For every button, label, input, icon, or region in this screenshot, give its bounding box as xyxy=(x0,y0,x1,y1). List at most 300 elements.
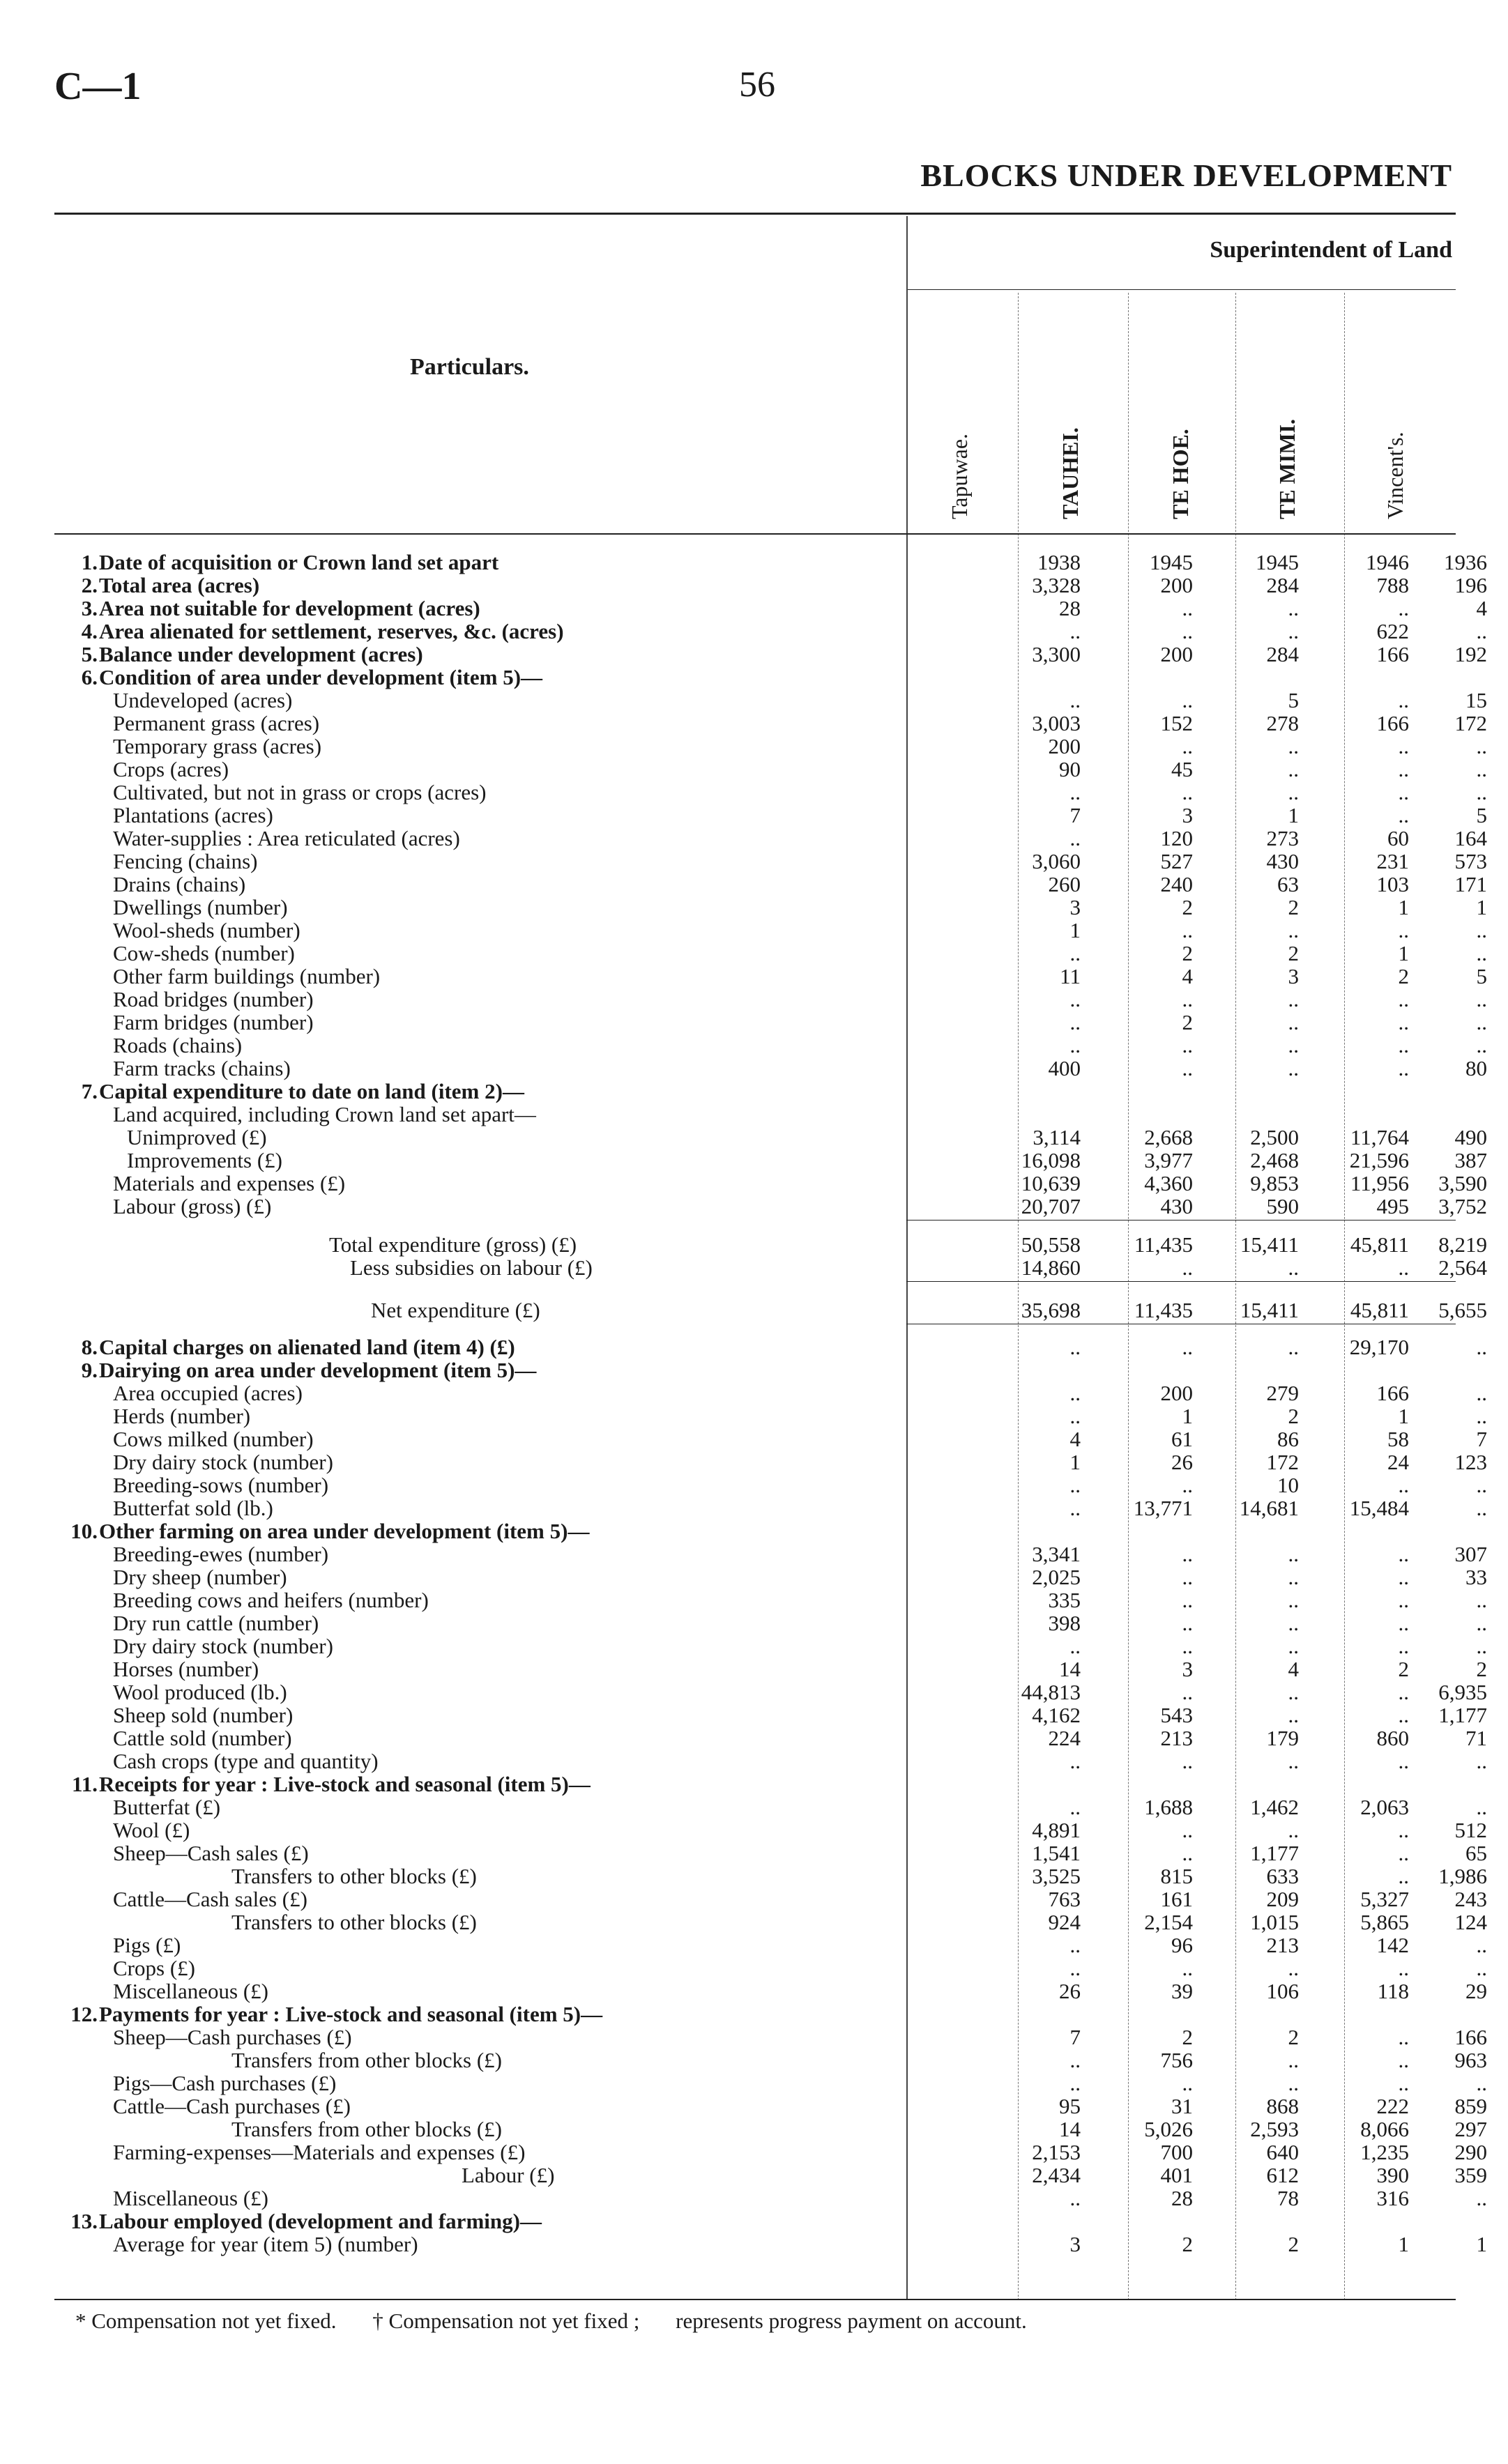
column-header: Tapuwae. xyxy=(947,433,972,519)
table-row xyxy=(54,1255,1487,1280)
cell-value: .. xyxy=(1288,1335,1299,1359)
cell-value: 3,341 xyxy=(1032,1542,1081,1566)
cell-value: 4,360 xyxy=(1144,1171,1193,1195)
table-row xyxy=(54,642,1487,666)
cell-value: 3,328 xyxy=(1032,573,1081,597)
cell-value: 103 xyxy=(1376,872,1409,896)
cell-value: 5,327 xyxy=(1360,1887,1409,1911)
cell-value: .. xyxy=(1476,2071,1487,2095)
cell-value: 164 xyxy=(1454,826,1487,850)
cell-value: 166 xyxy=(1376,642,1409,666)
cell-value: .. xyxy=(1288,1588,1299,1612)
cell-value: 2 xyxy=(1182,941,1193,965)
cell-value: 172 xyxy=(1454,711,1487,735)
cell-value: .. xyxy=(1069,780,1081,804)
cell-value: 240 xyxy=(1160,872,1193,896)
table-row xyxy=(54,1726,1487,1750)
cell-value: .. xyxy=(1288,619,1299,643)
row-number: 5. xyxy=(81,642,98,666)
cell-value: .. xyxy=(1398,780,1409,804)
cell-value: 58 xyxy=(1387,1427,1409,1451)
cell-value: 171 xyxy=(1454,872,1487,896)
row-label: Condition of area under development (item 5)— xyxy=(99,665,543,689)
cell-value: 192 xyxy=(1454,642,1487,666)
row-label: Payments for year : Live-stock and seasonal (item 5)— xyxy=(99,2002,603,2026)
row-label: Capital expenditure to date on land (item 2)— xyxy=(99,1079,524,1103)
cell-value: 1945 xyxy=(1256,550,1299,574)
cell-value: 1,177 xyxy=(1250,1841,1299,1865)
cell-value: 20,707 xyxy=(1021,1194,1081,1218)
cell-value: .. xyxy=(1182,1956,1193,1980)
cell-value: 2 xyxy=(1182,1010,1193,1034)
table-row xyxy=(54,1010,1487,1034)
row-label: Area not suitable for development (acres) xyxy=(99,596,480,620)
cell-value: 3,114 xyxy=(1033,1125,1081,1149)
cell-value: .. xyxy=(1398,1680,1409,1704)
cell-value: 3,003 xyxy=(1032,711,1081,735)
table-row xyxy=(54,1841,1487,1865)
cell-value: .. xyxy=(1069,1381,1081,1405)
cell-value: .. xyxy=(1182,1634,1193,1658)
cell-value: .. xyxy=(1398,596,1409,620)
cell-value: 430 xyxy=(1266,849,1299,873)
cell-value: .. xyxy=(1476,1611,1487,1635)
cell-value: .. xyxy=(1288,1703,1299,1727)
row-label: Unimproved (£) xyxy=(127,1125,267,1149)
cell-value: 200 xyxy=(1160,1381,1193,1405)
cell-value: 763 xyxy=(1048,1887,1081,1911)
cell-value: 14 xyxy=(1059,2117,1081,2141)
cell-value: .. xyxy=(1476,1381,1487,1405)
cell-value: 16,098 xyxy=(1021,1148,1081,1172)
table-row xyxy=(54,2003,1456,2026)
cell-value: .. xyxy=(1476,987,1487,1011)
cell-value: 284 xyxy=(1266,642,1299,666)
cell-value: 86 xyxy=(1277,1427,1299,1451)
row-label: Less subsidies on labour (£) xyxy=(350,1255,593,1280)
cell-value: 8,219 xyxy=(1438,1232,1487,1257)
cell-value: 26 xyxy=(1059,1979,1081,2003)
cell-value: 45 xyxy=(1171,757,1193,781)
cell-value: 14,681 xyxy=(1239,1496,1299,1520)
cell-value: .. xyxy=(1288,918,1299,942)
cell-value: 200 xyxy=(1160,573,1193,597)
cell-value: 2 xyxy=(1398,964,1409,988)
cell-value: 1945 xyxy=(1150,550,1193,574)
table-row xyxy=(54,596,1487,620)
cell-value: 1 xyxy=(1288,803,1299,827)
cell-value: .. xyxy=(1182,918,1193,942)
cell-value: 142 xyxy=(1376,1933,1409,1957)
cell-value: 5 xyxy=(1288,688,1299,712)
column-header: Vincent's. xyxy=(1383,431,1408,519)
cell-value: 1,986 xyxy=(1438,1864,1487,1888)
cell-value: 284 xyxy=(1266,573,1299,597)
cell-value: .. xyxy=(1398,1703,1409,1727)
cell-value: .. xyxy=(1069,1335,1081,1359)
table-row xyxy=(54,1680,1487,1704)
cell-value: .. xyxy=(1398,1611,1409,1635)
table-row xyxy=(54,2117,1487,2141)
cell-value: 45,811 xyxy=(1350,1298,1409,1322)
cell-value: 622 xyxy=(1376,619,1409,643)
cell-value: 231 xyxy=(1376,849,1409,873)
cell-value: .. xyxy=(1476,1496,1487,1520)
table-row xyxy=(54,2232,1487,2256)
row-label: Cow-sheds (number) xyxy=(113,941,295,965)
cell-value: 297 xyxy=(1454,2117,1487,2141)
cell-value: 50,558 xyxy=(1021,1232,1081,1257)
cell-value: 28 xyxy=(1171,2186,1193,2210)
cell-value: 1 xyxy=(1182,1404,1193,1428)
cell-value: 527 xyxy=(1160,849,1193,873)
table-row xyxy=(54,757,1487,781)
cell-value: 359 xyxy=(1454,2163,1487,2187)
cell-value: 33 xyxy=(1465,1565,1487,1589)
cell-value: .. xyxy=(1069,1010,1081,1034)
cell-value: 96 xyxy=(1171,1933,1193,1957)
row-label: Cultivated, but not in grass or crops (acres) xyxy=(113,780,487,804)
cell-value: .. xyxy=(1182,1749,1193,1773)
row-label: Miscellaneous (£) xyxy=(113,1979,268,2003)
cell-value: 260 xyxy=(1048,872,1081,896)
row-label: Farm bridges (number) xyxy=(113,1010,314,1034)
cell-value: .. xyxy=(1398,1033,1409,1057)
cell-value: .. xyxy=(1182,1818,1193,1842)
cell-value: 11,435 xyxy=(1134,1232,1193,1257)
cell-value: .. xyxy=(1069,1749,1081,1773)
cell-value: .. xyxy=(1476,1033,1487,1057)
row-label: Plantations (acres) xyxy=(113,803,273,827)
table-row xyxy=(54,2210,1456,2233)
column-header: TE HOE. xyxy=(1168,429,1193,519)
cell-value: 4 xyxy=(1182,964,1193,988)
row-label: Herds (number) xyxy=(113,1404,251,1428)
cell-value: 166 xyxy=(1376,711,1409,735)
cell-value: 2,468 xyxy=(1250,1148,1299,1172)
table-row xyxy=(54,1381,1487,1405)
cell-value: 1,462 xyxy=(1250,1795,1299,1819)
table-row xyxy=(54,1033,1487,1057)
cell-value: 273 xyxy=(1266,826,1299,850)
cell-value: .. xyxy=(1069,1473,1081,1497)
cell-value: 401 xyxy=(1160,2163,1193,2187)
cell-value: 196 xyxy=(1454,573,1487,597)
row-label: Wool-sheds (number) xyxy=(113,918,300,942)
cell-value: .. xyxy=(1398,987,1409,1011)
cell-value: .. xyxy=(1182,1680,1193,1704)
row-label: Farm tracks (chains) xyxy=(113,1056,291,1080)
cell-value: 29,170 xyxy=(1349,1335,1409,1359)
table-row xyxy=(54,849,1487,873)
table-row xyxy=(54,1473,1487,1497)
cell-value: 640 xyxy=(1266,2140,1299,2164)
row-label: Drains (chains) xyxy=(113,872,246,896)
row-label: Labour employed (development and farming)— xyxy=(99,2209,542,2233)
cell-value: .. xyxy=(1182,987,1193,1011)
column-header: TE MIMI. xyxy=(1274,419,1300,519)
cell-value: 633 xyxy=(1266,1864,1299,1888)
table-row xyxy=(54,1335,1487,1359)
row-label: Fencing (chains) xyxy=(113,849,258,873)
row-label: Labour (gross) (£) xyxy=(113,1194,272,1218)
row-label: Road bridges (number) xyxy=(113,987,314,1011)
cell-value: 1,541 xyxy=(1032,1841,1081,1865)
cell-value: .. xyxy=(1069,2048,1081,2072)
table-row xyxy=(54,1933,1487,1957)
table-row xyxy=(54,2048,1487,2072)
cell-value: 2 xyxy=(1288,895,1299,919)
cell-value: 2 xyxy=(1398,1657,1409,1681)
cell-value: 10,639 xyxy=(1021,1171,1081,1195)
row-label: Labour (£) xyxy=(462,2163,555,2187)
cell-value: 39 xyxy=(1171,1979,1193,2003)
table-row xyxy=(54,711,1487,735)
cell-value: .. xyxy=(1288,1956,1299,1980)
cell-value: 2,564 xyxy=(1438,1255,1487,1280)
row-label: Breeding-sows (number) xyxy=(113,1473,329,1497)
row-number: 2. xyxy=(81,573,98,597)
cell-value: 152 xyxy=(1160,711,1193,735)
row-label: Cattle—Cash sales (£) xyxy=(113,1887,307,1911)
cell-value: 5,026 xyxy=(1144,2117,1193,2141)
cell-value: .. xyxy=(1476,941,1487,965)
cell-value: 1 xyxy=(1398,1404,1409,1428)
table-row xyxy=(54,1611,1487,1635)
cell-value: 213 xyxy=(1266,1933,1299,1957)
cell-value: 15,411 xyxy=(1240,1298,1299,1322)
row-label: Area alienated for settlement, reserves, &c. (acres) xyxy=(99,619,564,643)
table-row xyxy=(54,1634,1487,1658)
cell-value: 1,235 xyxy=(1360,2140,1409,2164)
cell-value: 2,153 xyxy=(1032,2140,1081,2164)
row-label: Other farming on area under development (item 5)— xyxy=(99,1519,590,1543)
cell-value: 1 xyxy=(1069,1450,1081,1474)
cell-value: .. xyxy=(1182,734,1193,758)
cell-value: 490 xyxy=(1454,1125,1487,1149)
cell-value: 2,154 xyxy=(1144,1910,1193,1934)
row-label: Materials and expenses (£) xyxy=(113,1171,346,1195)
cell-value: .. xyxy=(1398,1956,1409,1980)
cell-value: 2 xyxy=(1288,1404,1299,1428)
cell-value: .. xyxy=(1398,1542,1409,1566)
row-label: Balance under development (acres) xyxy=(99,642,423,666)
cell-value: .. xyxy=(1182,1542,1193,1566)
footnote-progress: represents progress payment on account. xyxy=(676,2309,1027,2333)
cell-value: 124 xyxy=(1454,1910,1487,1934)
cell-value: .. xyxy=(1069,941,1081,965)
cell-value: .. xyxy=(1398,1588,1409,1612)
cell-value: .. xyxy=(1288,2071,1299,2095)
cell-value: .. xyxy=(1069,688,1081,712)
table-row xyxy=(54,1450,1487,1474)
cell-value: 24 xyxy=(1387,1450,1409,1474)
cell-value: .. xyxy=(1398,803,1409,827)
cell-value: .. xyxy=(1069,1496,1081,1520)
cell-value: 13,771 xyxy=(1133,1496,1193,1520)
cell-value: 209 xyxy=(1266,1887,1299,1911)
row-number: 13. xyxy=(70,2209,98,2233)
table-row xyxy=(54,2140,1487,2164)
cell-value: 1,688 xyxy=(1144,1795,1193,1819)
row-label: Pigs (£) xyxy=(113,1933,181,1957)
footnote-star: * Compensation not yet fixed. xyxy=(75,2309,337,2333)
cell-value: 5 xyxy=(1476,964,1487,988)
cell-value: 31 xyxy=(1171,2094,1193,2118)
cell-value: 11,764 xyxy=(1350,1125,1409,1149)
table-row xyxy=(54,619,1487,643)
table-row xyxy=(54,1148,1487,1172)
table-row xyxy=(54,1080,1456,1103)
footnote-dagger: † Compensation not yet fixed ; xyxy=(372,2309,640,2333)
cell-value: 60 xyxy=(1387,826,1409,850)
table-row xyxy=(54,1956,1487,1980)
row-label: Dry sheep (number) xyxy=(113,1565,287,1589)
table-row xyxy=(54,1773,1456,1796)
cell-value: .. xyxy=(1069,826,1081,850)
row-label: Receipts for year : Live-stock and seasonal (item 5)— xyxy=(99,1772,591,1796)
table-row xyxy=(54,2186,1487,2210)
cell-value: 11 xyxy=(1060,964,1081,988)
cell-value: 398 xyxy=(1048,1611,1081,1635)
cell-value: 9,853 xyxy=(1250,1171,1299,1195)
cell-value: 166 xyxy=(1454,2025,1487,2049)
row-label: Capital charges on alienated land (item 4) (£) xyxy=(99,1335,515,1359)
cell-value: 2,025 xyxy=(1032,1565,1081,1589)
cell-value: 3 xyxy=(1288,964,1299,988)
cell-value: 95 xyxy=(1059,2094,1081,2118)
cell-value: 612 xyxy=(1266,2163,1299,2187)
table-row xyxy=(54,1979,1487,2003)
row-number: 4. xyxy=(81,619,98,643)
cell-value: 430 xyxy=(1160,1194,1193,1218)
cell-value: 543 xyxy=(1160,1703,1193,1727)
table-row xyxy=(54,1171,1487,1195)
cell-value: 1 xyxy=(1476,2232,1487,2256)
cell-value: .. xyxy=(1288,1565,1299,1589)
cell-value: .. xyxy=(1398,757,1409,781)
table-row xyxy=(54,1520,1456,1543)
cell-value: 11,435 xyxy=(1134,1298,1193,1322)
bottom-rule xyxy=(54,2299,1456,2300)
row-label: Breeding cows and heifers (number) xyxy=(113,1588,429,1612)
cell-value: 2 xyxy=(1182,2025,1193,2049)
cell-value: 4 xyxy=(1288,1657,1299,1681)
cell-value: .. xyxy=(1182,1588,1193,1612)
cell-value: 11,956 xyxy=(1350,1171,1409,1195)
cell-value: .. xyxy=(1476,1933,1487,1957)
cell-value: 2,668 xyxy=(1144,1125,1193,1149)
table-row xyxy=(54,1427,1487,1451)
table-row xyxy=(54,1795,1487,1819)
cell-value: 26 xyxy=(1171,1450,1193,1474)
cell-value: 400 xyxy=(1048,1056,1081,1080)
cell-value: .. xyxy=(1182,596,1193,620)
row-label: Pigs—Cash purchases (£) xyxy=(113,2071,337,2095)
cell-value: .. xyxy=(1182,1056,1193,1080)
table-row xyxy=(54,1232,1487,1257)
table-row xyxy=(54,1542,1487,1566)
cell-value: .. xyxy=(1476,1634,1487,1658)
table-row xyxy=(54,2025,1487,2049)
cell-value: 161 xyxy=(1160,1887,1193,1911)
cell-value: 963 xyxy=(1454,2048,1487,2072)
row-label: Crops (£) xyxy=(113,1956,195,1980)
table-row xyxy=(54,734,1487,758)
cell-value: .. xyxy=(1288,1542,1299,1566)
cell-value: .. xyxy=(1182,688,1193,712)
table-row xyxy=(54,1749,1487,1773)
cell-value: 3 xyxy=(1069,2232,1081,2256)
cell-value: 179 xyxy=(1266,1726,1299,1750)
cell-value: 63 xyxy=(1277,872,1299,896)
cell-value: 2 xyxy=(1182,895,1193,919)
row-number: 7. xyxy=(81,1079,98,1103)
row-label: Roads (chains) xyxy=(113,1033,243,1057)
table-row xyxy=(54,964,1487,988)
cell-value: .. xyxy=(1069,1933,1081,1957)
row-label: Total expenditure (gross) (£) xyxy=(329,1232,577,1257)
table-row xyxy=(54,573,1487,597)
cell-value: .. xyxy=(1288,1818,1299,1842)
footnotes xyxy=(75,2309,1058,2334)
cell-value: 1 xyxy=(1398,941,1409,965)
cell-value: 335 xyxy=(1048,1588,1081,1612)
cell-value: 15,484 xyxy=(1349,1496,1409,1520)
row-label: Sheep sold (number) xyxy=(113,1703,294,1727)
cell-value: .. xyxy=(1288,987,1299,1011)
cell-value: 387 xyxy=(1454,1148,1487,1172)
cell-value: 2 xyxy=(1288,2232,1299,2256)
table-row xyxy=(54,1818,1487,1842)
row-label: Transfers from other blocks (£) xyxy=(231,2048,502,2072)
cell-value: .. xyxy=(1398,2025,1409,2049)
cell-value: .. xyxy=(1288,1611,1299,1635)
row-label: Wool (£) xyxy=(113,1818,190,1842)
cell-value: .. xyxy=(1288,780,1299,804)
cell-value: .. xyxy=(1398,2048,1409,2072)
cell-value: .. xyxy=(1288,1255,1299,1280)
cell-value: 2,063 xyxy=(1360,1795,1409,1819)
cell-value: .. xyxy=(1398,1864,1409,1888)
cell-value: 14 xyxy=(1059,1657,1081,1681)
cell-value: 28 xyxy=(1059,596,1081,620)
row-label: Dry run cattle (number) xyxy=(113,1611,319,1635)
table-row xyxy=(54,1298,1487,1322)
cell-value: .. xyxy=(1398,918,1409,942)
cell-value: .. xyxy=(1069,1956,1081,1980)
row-label: Cash crops (type and quantity) xyxy=(113,1749,379,1773)
row-number: 1. xyxy=(81,550,98,574)
cell-value: .. xyxy=(1182,1611,1193,1635)
cell-value: 1 xyxy=(1398,895,1409,919)
cell-value: 123 xyxy=(1454,1450,1487,1474)
cell-value: .. xyxy=(1182,1565,1193,1589)
cell-value: 815 xyxy=(1160,1864,1193,1888)
cell-value: 80 xyxy=(1465,1056,1487,1080)
group-heading: Superintendent of Land xyxy=(1210,237,1452,263)
page-number: 56 xyxy=(739,65,775,105)
cell-value: 3,977 xyxy=(1144,1148,1193,1172)
row-number: 9. xyxy=(81,1358,98,1382)
cell-value: .. xyxy=(1182,1255,1193,1280)
cell-value: 90 xyxy=(1059,757,1081,781)
table-row xyxy=(54,550,1487,574)
row-label: Transfers to other blocks (£) xyxy=(231,1910,477,1934)
row-label: Breeding-ewes (number) xyxy=(113,1542,329,1566)
cell-value: .. xyxy=(1476,1010,1487,1034)
cell-value: 35,698 xyxy=(1021,1298,1081,1322)
